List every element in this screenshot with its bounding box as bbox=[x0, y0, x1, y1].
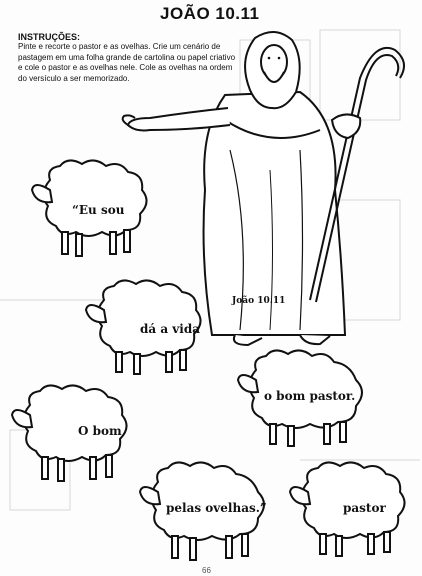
instructions-heading: INSTRUÇÕES: bbox=[18, 32, 81, 42]
sheep-label-5: pelas ovelhas.” bbox=[166, 501, 267, 515]
sheep-label-4: O bom bbox=[78, 424, 122, 438]
sheep-label-1: “Eu sou bbox=[72, 203, 125, 217]
instructions-text: Pinte e recorte o pastor e as ovelhas. Crie um cenário de pastagem em uma folha grande de cartolina ou papel criativo e cole o pastor e as ovelhas nele. Cole as ovelhas na ordem do versículo a ser memorizado. bbox=[18, 42, 236, 83]
shepherd-caption: João 10.11 bbox=[232, 296, 286, 306]
sheep-label-3: o bom pastor. bbox=[264, 389, 356, 403]
page-number: 66 bbox=[202, 566, 211, 575]
sheep-label-2: dá a vida bbox=[140, 322, 200, 336]
sheep-label-6: pastor bbox=[343, 501, 386, 515]
page-title: JOÃO 10.11 bbox=[160, 4, 260, 23]
